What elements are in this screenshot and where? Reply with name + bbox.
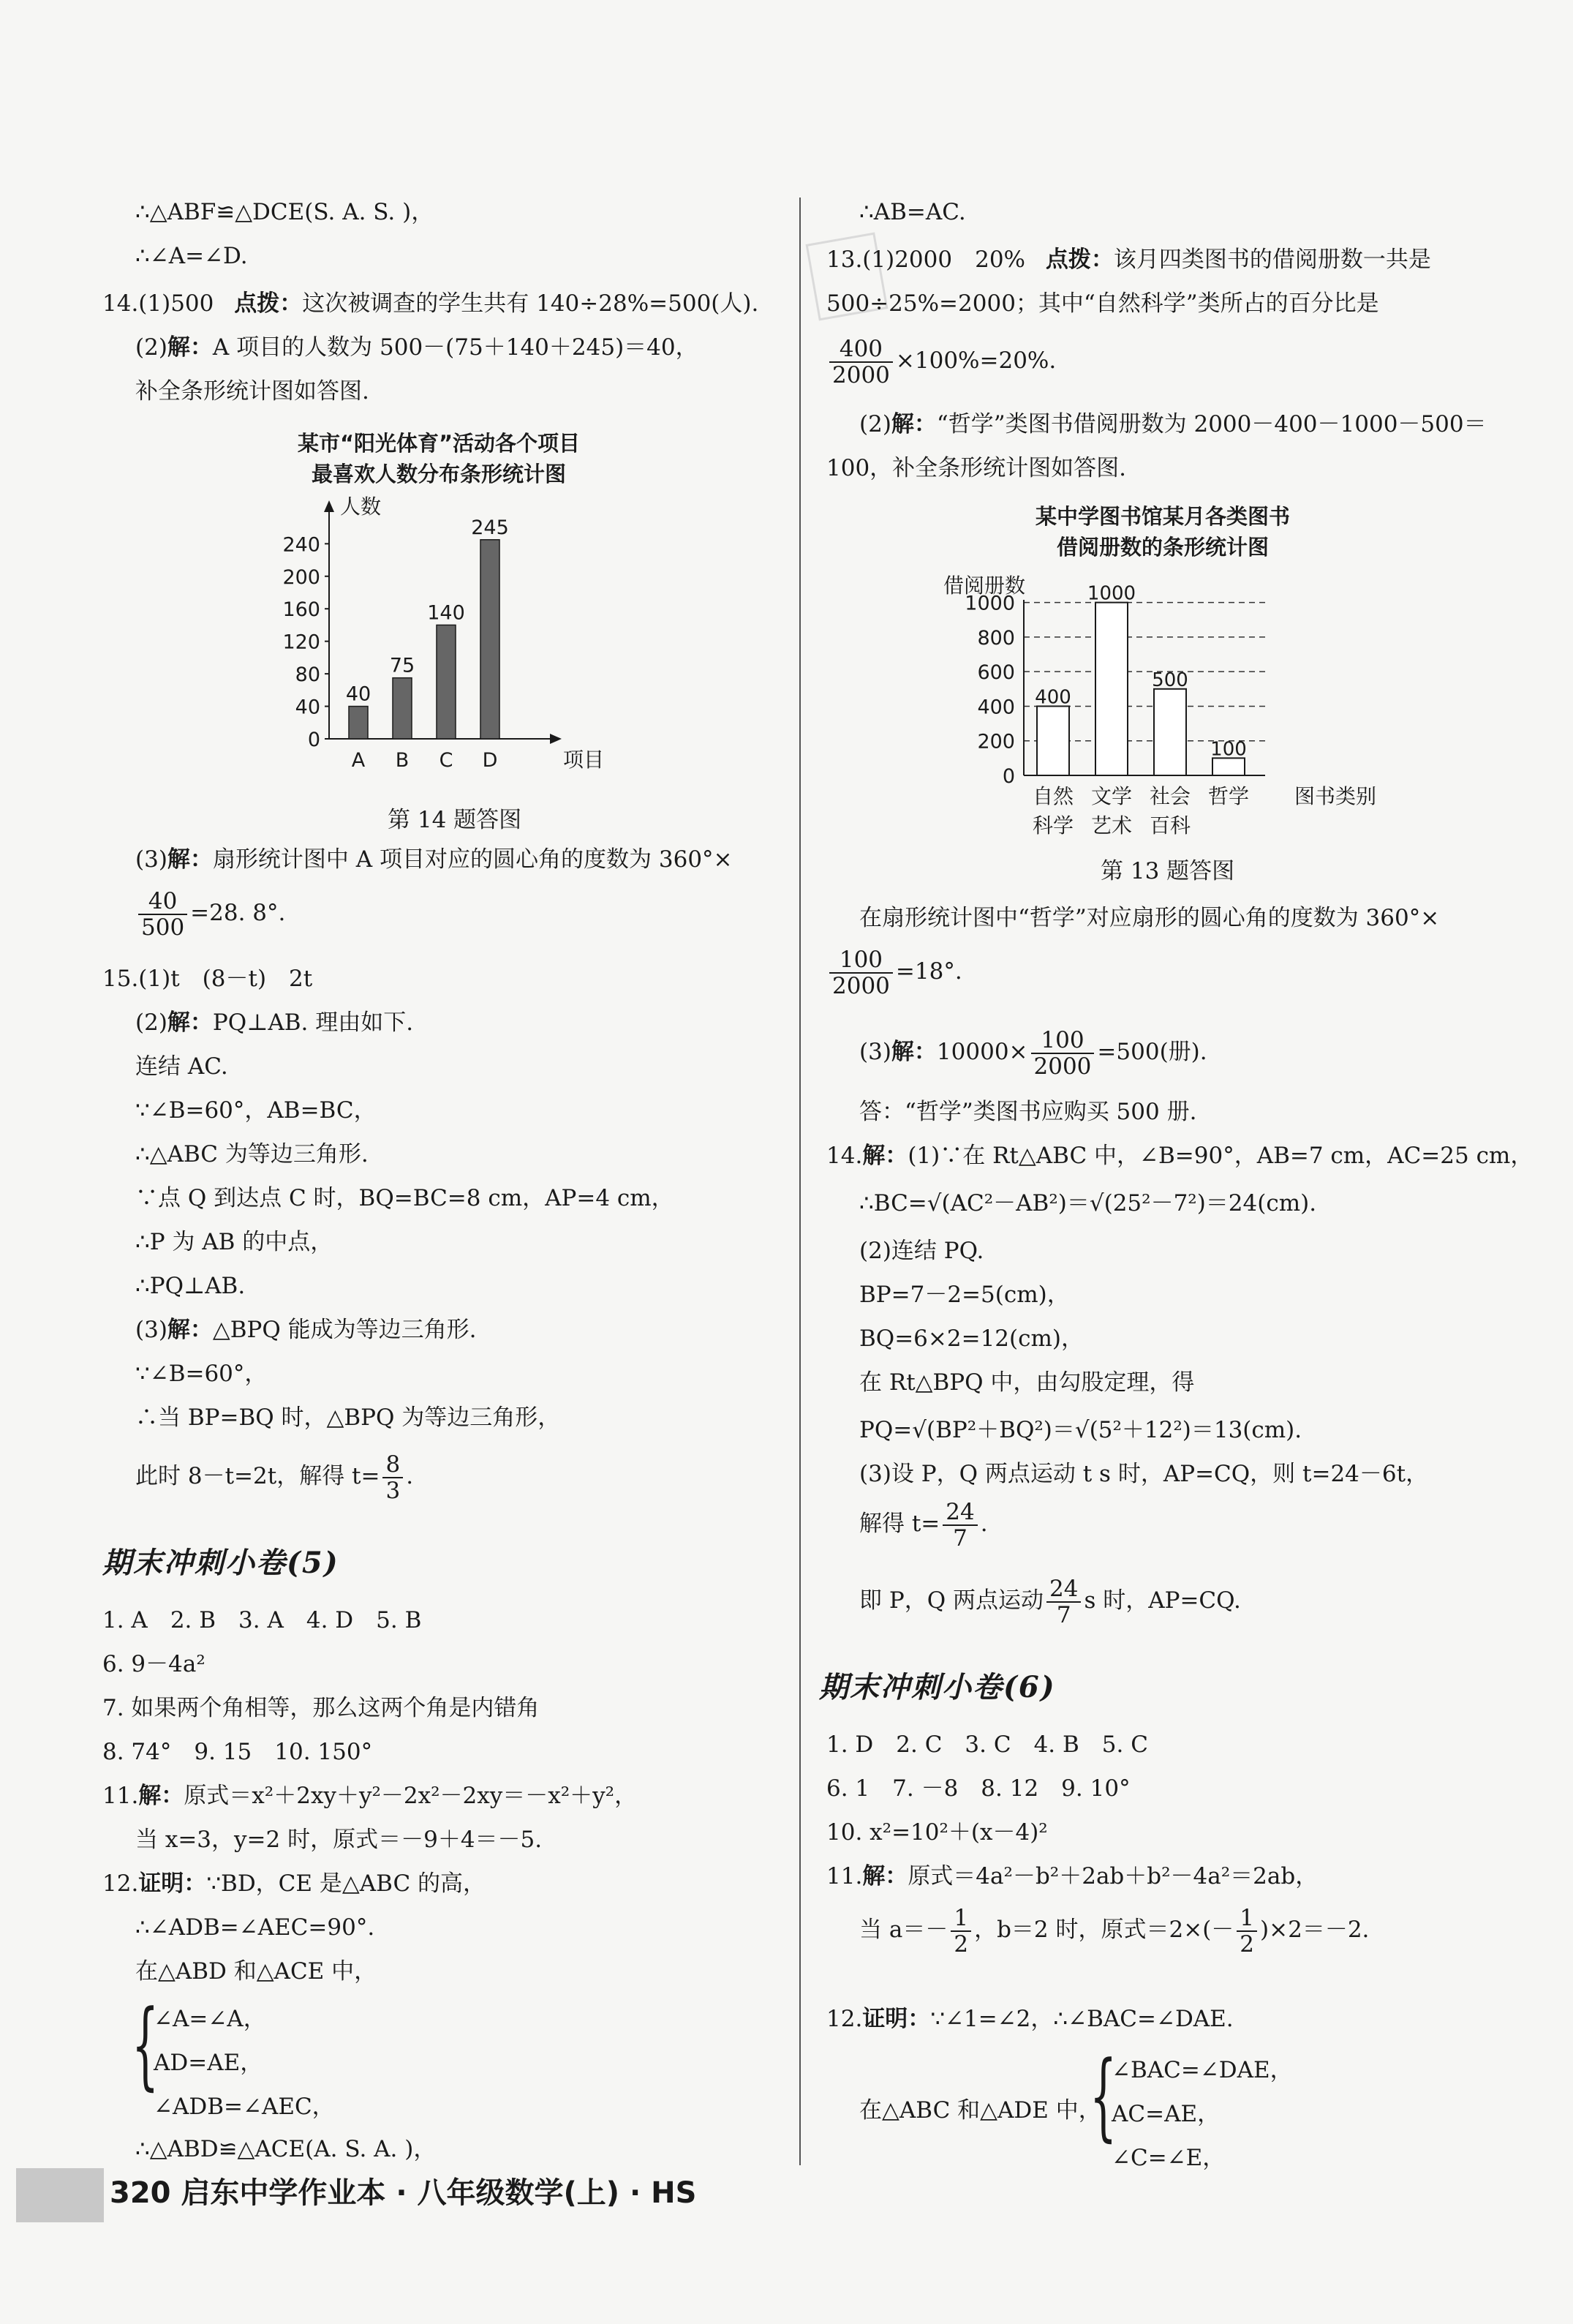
- text-line: 12.证明：∵∠1=∠2，∴∠BAC=∠DAE.: [826, 2006, 1234, 2032]
- text-line: ∵点 Q 到达点 C 时，BQ=BC=8 cm，AP=4 cm，: [135, 1185, 674, 1211]
- text-line: PQ=√(BP²＋BQ²)＝√(5²＋12²)＝13(cm).: [859, 1417, 1302, 1443]
- text-line: 在扇形统计图中“哲学”对应扇形的圆心角的度数为 360°×: [859, 905, 1440, 931]
- text-line: 12.证明：∵BD，CE 是△ABC 的高，: [102, 1870, 486, 1897]
- y-tick-label: 800: [977, 626, 1015, 650]
- y-tick-label: 200: [977, 730, 1015, 753]
- text-line: 在 Rt△BPQ 中，由勾股定理，得: [859, 1369, 1195, 1396]
- text-line: 1. D 2. C 3. C 4. B 5. C: [826, 1731, 1148, 1758]
- text-line: ∴AB=AC.: [859, 199, 966, 225]
- fraction: $\frac{1}{2}$: [1237, 1906, 1257, 1957]
- text-line: 500÷25%=2000；其中“自然科学”类所占的百分比是: [826, 290, 1379, 317]
- fraction: $\frac{100}{2000}$: [829, 947, 893, 999]
- data-label: 140: [427, 601, 465, 625]
- y-tick-label: 600: [977, 661, 1015, 685]
- chart13-title-line2: 借阅册数的条形统计图: [1056, 535, 1269, 560]
- text-line: 7. 如果两个角相等，那么这两个角是内错角: [102, 1695, 540, 1721]
- bar: [393, 678, 412, 739]
- text-line: 即 P，Q 两点运动 $\frac{24}{7}$ s 时，AP=CQ.: [859, 1575, 1241, 1628]
- text-line: 1. A 2. B 3. A 4. D 5. B: [102, 1607, 422, 1633]
- fraction: $\frac{24}{7}$: [943, 1500, 977, 1551]
- footer: [110, 2170, 696, 2211]
- text-line: 15.(1)t (8－t) 2t: [102, 966, 313, 992]
- chart14-title: [271, 428, 607, 489]
- x-tick-label: D: [482, 749, 498, 772]
- chart13-title: [995, 501, 1331, 563]
- text-line: (2)解：PQ⊥AB. 理由如下.: [135, 1009, 414, 1036]
- fraction: $\frac{100}{2000}$: [1031, 1028, 1095, 1079]
- text-line: (3)设 P，Q 两点运动 t s 时，AP=CQ，则 t=24－6t，: [859, 1461, 1429, 1487]
- y-tick-label: 0: [307, 729, 320, 751]
- text-line: 当 x=3，y=2 时，原式＝－9＋4＝－5.: [135, 1827, 543, 1853]
- bar: [480, 540, 499, 739]
- text-line: 13.(1)2000 20% 点拨：该月四类图书的借阅册数一共是: [826, 247, 1431, 273]
- column-divider: [799, 198, 801, 2165]
- x-tick-label: B: [395, 749, 410, 772]
- y-tick-label: 40: [295, 696, 320, 719]
- section-title-6: 期末冲刺小卷(6): [819, 1670, 1056, 1704]
- x-tick-label: C: [439, 749, 453, 772]
- text-line: ∠A=∠A，: [154, 2006, 266, 2032]
- y-tick-label: 80: [295, 663, 320, 687]
- text-line: 补全条形统计图如答图.: [135, 378, 369, 405]
- x-tick-label: 百科: [1149, 813, 1191, 838]
- text-line: $\frac{400}{2000}$ ×100%=20%.: [826, 333, 1056, 388]
- text-line: ∠BAC=∠DAE，: [1112, 2057, 1293, 2083]
- text-line: ∴△ABF≌△DCE(S. A. S. )，: [135, 199, 434, 225]
- text-line: (3)解：扇形统计图中 A 项目对应的圆心角的度数为 360°×: [135, 846, 733, 873]
- text-line: 11.解：原式＝4a²－b²＋2ab＋b²－4a²＝2ab，: [826, 1863, 1319, 1889]
- y-tick-label: 120: [282, 631, 320, 654]
- text-line: 此时 8－t=2t，解得 t= $\frac{8}{3}$ .: [135, 1451, 414, 1504]
- fraction: $\frac{40}{500}$: [138, 889, 187, 940]
- y-axis-label: 借阅册数: [943, 574, 1026, 598]
- text-line: 解得 t= $\frac{24}{7}$ .: [859, 1498, 988, 1552]
- text-line: 100，补全条形统计图如答图.: [826, 455, 1127, 481]
- y-axis-label: 人数: [340, 494, 382, 519]
- text-line: (3)解：△BPQ 能成为等边三角形.: [135, 1317, 477, 1343]
- fraction: $\frac{8}{3}$: [382, 1452, 403, 1503]
- x-tick-label: 科学: [1032, 813, 1074, 838]
- y-tick-label: 200: [282, 565, 320, 589]
- text-line: BQ=6×2=12(cm)，: [859, 1325, 1084, 1352]
- x-tick-label: 社会: [1149, 784, 1191, 808]
- bar: [1154, 689, 1186, 775]
- data-label: 1000: [1087, 582, 1136, 605]
- x-tick-label: 自然: [1032, 784, 1074, 808]
- text-line: ∵∠B=60°，: [135, 1361, 268, 1387]
- text-line: ∴∠A=∠D.: [135, 243, 248, 269]
- bar: [349, 707, 368, 739]
- text-line: (3)解：10000× $\frac{100}{2000}$ =500(册).: [859, 1026, 1207, 1080]
- text-line: BP=7－2=5(cm)，: [859, 1282, 1070, 1308]
- x-tick-label: 文学: [1090, 784, 1133, 808]
- text-line: 答：“哲学”类图书应购买 500 册.: [859, 1099, 1197, 1125]
- text-line: ∠C=∠E，: [1112, 2145, 1226, 2171]
- bar: [1095, 603, 1128, 775]
- chart14: [263, 490, 644, 797]
- text-line: $\frac{40}{500}$ =28. 8°.: [135, 885, 285, 941]
- text-line: (2)连结 PQ.: [859, 1238, 984, 1264]
- chart13-caption: 第 13 题答图: [1101, 858, 1235, 884]
- x-axis-arrow: [550, 734, 562, 744]
- text-line: 14.解：(1)∵在 Rt△ABC 中，∠B=90°，AB=7 cm，AC=25 cm，: [826, 1143, 1534, 1169]
- y-tick-label: 1000: [965, 592, 1015, 615]
- x-axis-label: 图书类别: [1294, 784, 1377, 808]
- footer-bar: [16, 2168, 104, 2222]
- text-line: 8. 74° 9. 15 10. 150°: [102, 1739, 373, 1765]
- y-tick-label: 400: [977, 696, 1015, 719]
- x-tick-label: 哲学: [1207, 784, 1250, 808]
- text-line: ∴△ABD≌△ACE(A. S. A. )，: [135, 2136, 437, 2162]
- fraction: $\frac{400}{2000}$: [829, 336, 893, 388]
- bar: [1037, 706, 1069, 775]
- section-title-5: 期末冲刺小卷(5): [102, 1546, 339, 1580]
- bar: [1212, 758, 1245, 775]
- text-line: 6. 1 7. －8 8. 12 9. 10°: [826, 1775, 1131, 1802]
- text-line: (2)解：“哲学”类图书借阅册数为 2000－400－1000－500＝: [859, 411, 1487, 437]
- text-line: (2)解：A 项目的人数为 500－(75＋140＋245)＝40，: [135, 334, 698, 361]
- text-line: 在△ABC 和△ADE 中，: [859, 2097, 1101, 2124]
- text-line: 10. x²=10²＋(x－4)²: [826, 1819, 1048, 1846]
- data-label: 245: [471, 516, 509, 539]
- fraction: $\frac{24}{7}$: [1046, 1576, 1081, 1628]
- data-label: 40: [345, 682, 371, 706]
- chart13: [936, 563, 1404, 841]
- chart14-title-line2: 最喜欢人数分布条形统计图: [311, 462, 566, 486]
- page-number: 320: [110, 2176, 171, 2210]
- text-line: AD=AE，: [154, 2050, 263, 2076]
- text-line: 在△ABD 和△ACE 中，: [135, 1958, 377, 1985]
- brace-symbol: {: [1090, 2040, 1117, 2151]
- chart13-title-line1: 某中学图书馆某月各类图书: [1035, 504, 1290, 529]
- y-tick-label: 160: [282, 598, 320, 622]
- brace-symbol: {: [132, 1989, 159, 2100]
- text-line: ∴△ABC 为等边三角形.: [135, 1141, 369, 1167]
- text-line: 11.解：原式＝x²＋2xy＋y²－2x²－2xy＝－x²＋y²，: [102, 1783, 638, 1809]
- fraction: $\frac{1}{2}$: [951, 1906, 971, 1957]
- y-axis-arrow: [324, 500, 334, 512]
- text-line: ∴BC=√(AC²－AB²)＝√(25²－7²)＝24(cm).: [859, 1190, 1317, 1216]
- text-line: ∴当 BP=BQ 时，△BPQ 为等边三角形，: [135, 1404, 561, 1431]
- text-line: ∴PQ⊥AB.: [135, 1273, 246, 1299]
- text-line: 6. 9－4a²: [102, 1651, 205, 1677]
- data-label: 75: [389, 654, 415, 677]
- text-line: ∴∠ADB=∠AEC=90°.: [135, 1914, 375, 1941]
- chart14-caption: 第 14 题答图: [388, 807, 522, 833]
- text-line: 14.(1)500 点拨：这次被调查的学生共有 140÷28%=500(人).: [102, 290, 759, 317]
- text-line: $\frac{100}{2000}$ =18°.: [826, 944, 962, 999]
- text-line: 连结 AC.: [135, 1053, 228, 1080]
- text-line: 当 a＝－ $\frac{1}{2}$ ，b＝2 时，原式＝2×(－ $\frac{1}{2}$ )×2＝－2.: [859, 1904, 1370, 1958]
- text-line: ∴P 为 AB 的中点，: [135, 1229, 333, 1255]
- text-line: AC=AE，: [1112, 2101, 1221, 2127]
- book-title: 启东中学作业本 · 八年级数学(上) · HS: [181, 2176, 697, 2210]
- y-tick-label: 240: [282, 533, 320, 557]
- x-tick-label: 艺术: [1090, 813, 1133, 838]
- text-line: ∠ADB=∠AEC，: [154, 2094, 335, 2120]
- y-tick-label: 0: [1002, 765, 1015, 788]
- data-label: 400: [1035, 686, 1071, 709]
- text-line: ∵∠B=60°，AB=BC，: [135, 1097, 377, 1124]
- bar: [437, 625, 456, 739]
- data-label: 500: [1152, 669, 1188, 691]
- x-axis-label: 项目: [563, 748, 605, 772]
- chart14-title-line1: 某市“阳光体育”活动各个项目: [297, 431, 581, 456]
- data-label: 100: [1210, 738, 1247, 761]
- x-tick-label: A: [351, 749, 366, 772]
